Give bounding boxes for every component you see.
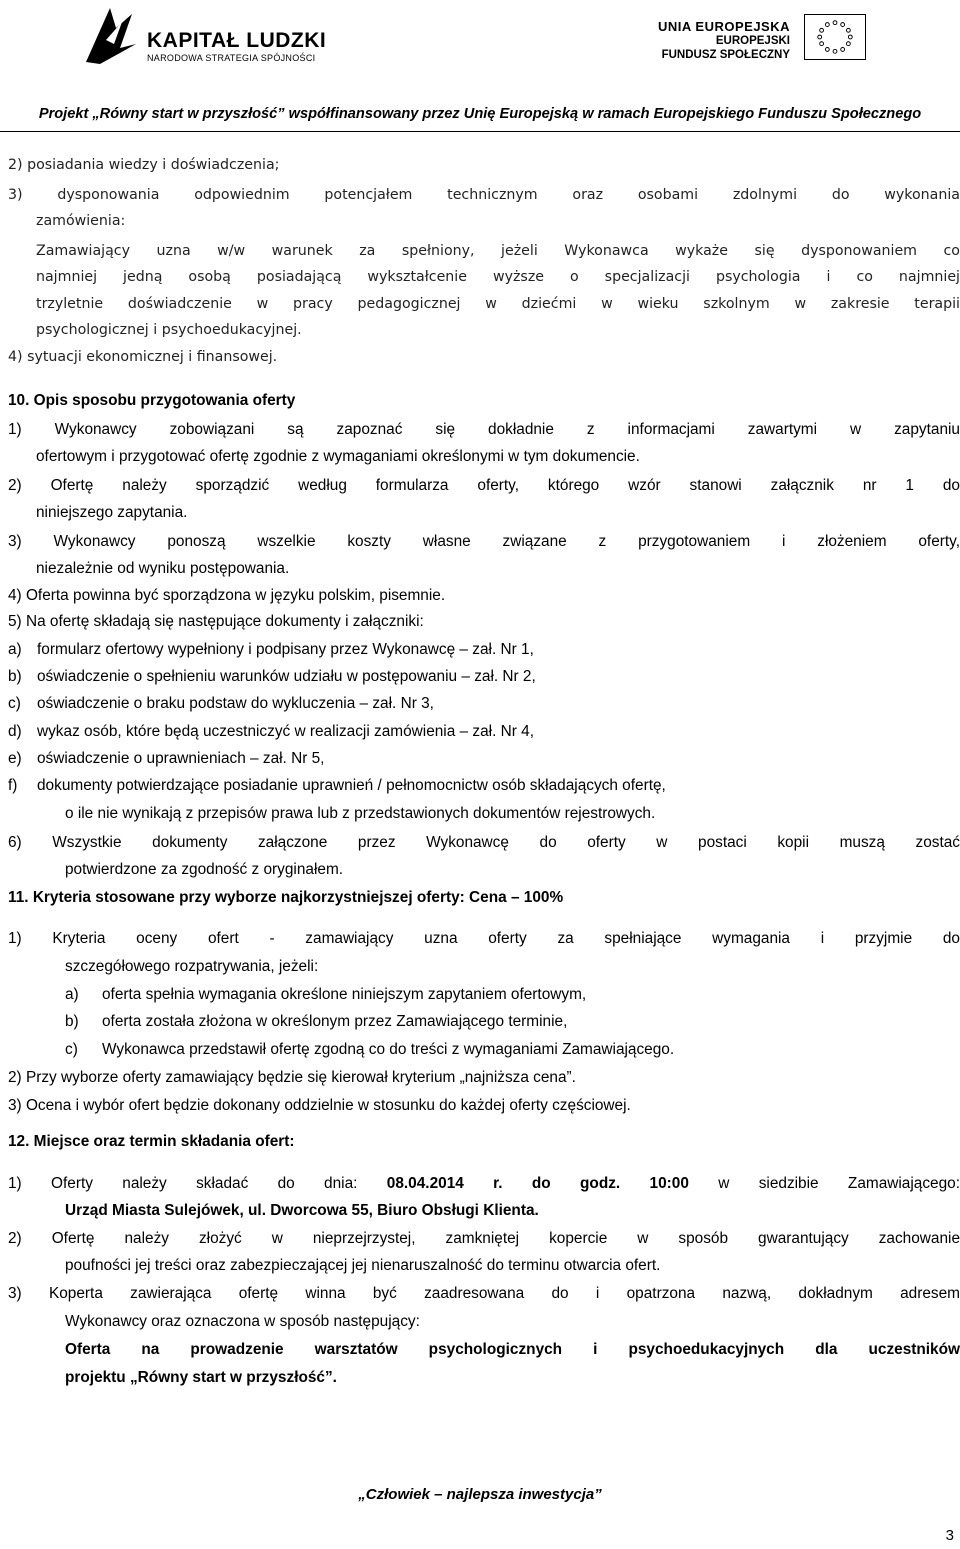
s9-item-4: 4) sytuacji ekonomicznej i finansowej. bbox=[8, 349, 278, 365]
s11-item-3: 3) Ocena i wybór ofert będzie dokonany oddzielnie w stosunku do każdej oferty częściowej. bbox=[8, 1097, 631, 1114]
footer-slogan: „Człowiek – najlepsza inwestycja” bbox=[358, 1486, 602, 1503]
page-header bbox=[0, 0, 960, 78]
header-divider bbox=[0, 131, 960, 132]
s12-item-1-address: Urząd Miasta Sulejówek, ul. Dworcowa 55, Biuro Obsługi Klienta. bbox=[65, 1202, 539, 1219]
logo-title: KAPITAŁ LUDZKI bbox=[147, 29, 327, 52]
kapital-ludzki-wordmark bbox=[147, 30, 326, 63]
s11-sub-b: b) oferta została złożona w określonym przez Zamawiającego terminie, bbox=[65, 1013, 568, 1030]
eu-wordmark bbox=[658, 20, 790, 62]
s10-sub-c: c) oświadczenie o braku podstaw do wykluczenia – zał. Nr 3, bbox=[8, 695, 434, 712]
s12-envelope-label-line-2: projektu „Równy start w przyszłość”. bbox=[65, 1369, 337, 1386]
s11-item-1-line-2: szczegółowego rozpatrywania, jeżeli: bbox=[65, 958, 319, 975]
kapital-ludzki-logo-icon bbox=[80, 4, 140, 66]
s10-sub-f-line-2: o ile nie wynikają z przepisów prawa lub z przedstawionych dokumentów rejestrowych. bbox=[65, 805, 656, 822]
s10-item-2-line-2: niniejszego zapytania. bbox=[36, 504, 188, 521]
s9-para-line-4: psychologicznej i psychoedukacyjnej. bbox=[36, 322, 302, 338]
logo-subtitle: NARODOWA STRATEGIA SPÓJNOŚCI bbox=[147, 53, 316, 63]
eu-line-2: EUROPEJSKI bbox=[715, 35, 790, 47]
s11-sub-a: a) oferta spełnia wymagania określone niniejszym zapytaniem ofertowym, bbox=[65, 986, 587, 1003]
s9-para-line-2: najmniej jedną osobą posiadającą wykształcenie wyższe o specjalizacji psychologia i co najmniej bbox=[36, 269, 960, 285]
project-line: Projekt „Równy start w przyszłość” współfinansowany przez Unię Europejską w ramach Europejskiego Funduszu Społecznego bbox=[38, 106, 922, 122]
s10-item-4: 4) Oferta powinna być sporządzona w języku polskim, pisemnie. bbox=[8, 587, 446, 604]
eu-line-3: FUNDUSZ SPOŁECZNY bbox=[661, 49, 790, 61]
s10-item-1-line-1: 1) Wykonawcy zobowiązani są zapoznać się dokładnie z informacjami zawartymi w zapytaniu bbox=[8, 421, 960, 438]
s10-item-3-line-2: niezależnie od wyniku postępowania. bbox=[36, 560, 290, 577]
s10-item-1-line-2: ofertowym i przygotować ofertę zgodnie z wymaganiami określonymi w tym dokumencie. bbox=[36, 448, 640, 465]
s10-item-6-line-1: 6) Wszystkie dokumenty załączone przez Wykonawcę do oferty w postaci kopii muszą zostać bbox=[8, 834, 960, 851]
s11-item-1-line-1: 1) Kryteria oceny ofert - zamawiający uzna oferty za spełniające wymagania i przyjmie do bbox=[8, 930, 960, 947]
s10-sub-f: f) dokumenty potwierdzające posiadanie uprawnień / pełnomocnictw osób składających ofertę, bbox=[8, 777, 666, 794]
s10-item-2-line-1: 2) Ofertę należy sporządzić według formularza oferty, którego wzór stanowi załącznik nr 1 do bbox=[8, 477, 960, 494]
s9-para-line-3: trzyletnie doświadczenie w pracy pedagogicznej w dziećmi w wieku szkolnym w zakresie terapii bbox=[36, 296, 960, 312]
s11-sub-c: c) Wykonawca przedstawił ofertę zgodną co do treści z wymaganiami Zamawiającego. bbox=[65, 1041, 675, 1058]
s9-para-line-1: Zamawiający uzna w/w warunek za spełniony, jeżeli Wykonawca wykaże się dysponowaniem co bbox=[36, 243, 960, 259]
s10-item-5: 5) Na ofertę składają się następujące dokumenty i załączniki: bbox=[8, 613, 424, 630]
s12-item-2-line-1: 2) Ofertę należy złożyć w nieprzejrzystej, zamkniętej kopercie w sposób gwarantujący zachowanie bbox=[8, 1230, 960, 1247]
s12-heading: 12. Miejsce oraz termin składania ofert: bbox=[8, 1133, 295, 1150]
s10-sub-d: d) wykaz osób, które będą uczestniczyć w realizacji zamówienia – zał. Nr 4, bbox=[8, 723, 534, 740]
s12-item-1-line-1: 1) Oferty należy składać do dnia: 08.04.2014 r. do godz. 10:00 w siedzibie Zamawiającego: bbox=[8, 1175, 960, 1192]
s10-sub-a: a) formularz ofertowy wypełniony i podpisany przez Wykonawcę – zał. Nr 1, bbox=[8, 641, 534, 658]
s10-item-6-line-2: potwierdzone za zgodność z oryginałem. bbox=[65, 861, 344, 878]
s12-envelope-label-line-1: Oferta na prowadzenie warsztatów psychologicznych i psychoedukacyjnych dla uczestników bbox=[65, 1341, 960, 1358]
eu-line-1: UNIA EUROPEJSKA bbox=[658, 19, 790, 34]
s9-item-2: 2) posiadania wiedzy i doświadczenia; bbox=[8, 157, 280, 173]
s10-sub-b: b) oświadczenie o spełnieniu warunków udziału w postępowaniu – zał. Nr 2, bbox=[8, 668, 536, 685]
page-number: 3 bbox=[945, 1527, 954, 1544]
s11-item-2: 2) Przy wyborze oferty zamawiający będzie się kierował kryterium „najniższa cena”. bbox=[8, 1069, 576, 1086]
eu-flag-icon bbox=[804, 14, 866, 60]
s9-item-3-line-2: zamówienia: bbox=[36, 213, 126, 229]
s10-heading: 10. Opis sposobu przygotowania oferty bbox=[8, 392, 296, 409]
s12-item-3-line-2: Wykonawcy oraz oznaczona w sposób następujący: bbox=[65, 1313, 420, 1330]
s12-item-3-line-1: 3) Koperta zawierająca ofertę winna być zaadresowana do i opatrzona nazwą, dokładnym adresem bbox=[8, 1285, 960, 1302]
s9-item-3-line-1: 3) dysponowania odpowiednim potencjałem technicznym oraz osobami zdolnymi do wykonania bbox=[8, 187, 960, 203]
s10-sub-e: e) oświadczenie o uprawnieniach – zał. Nr 5, bbox=[8, 750, 325, 767]
s11-heading: 11. Kryteria stosowane przy wyborze najkorzystniejszej oferty: Cena – 100% bbox=[8, 889, 564, 906]
s12-item-2-line-2: poufności jej treści oraz zabezpieczającej jej nienaruszalność do terminu otwarcia ofert. bbox=[65, 1257, 661, 1274]
s10-item-3-line-1: 3) Wykonawcy ponoszą wszelkie koszty własne związane z przygotowaniem i złożeniem oferty, bbox=[8, 533, 960, 550]
